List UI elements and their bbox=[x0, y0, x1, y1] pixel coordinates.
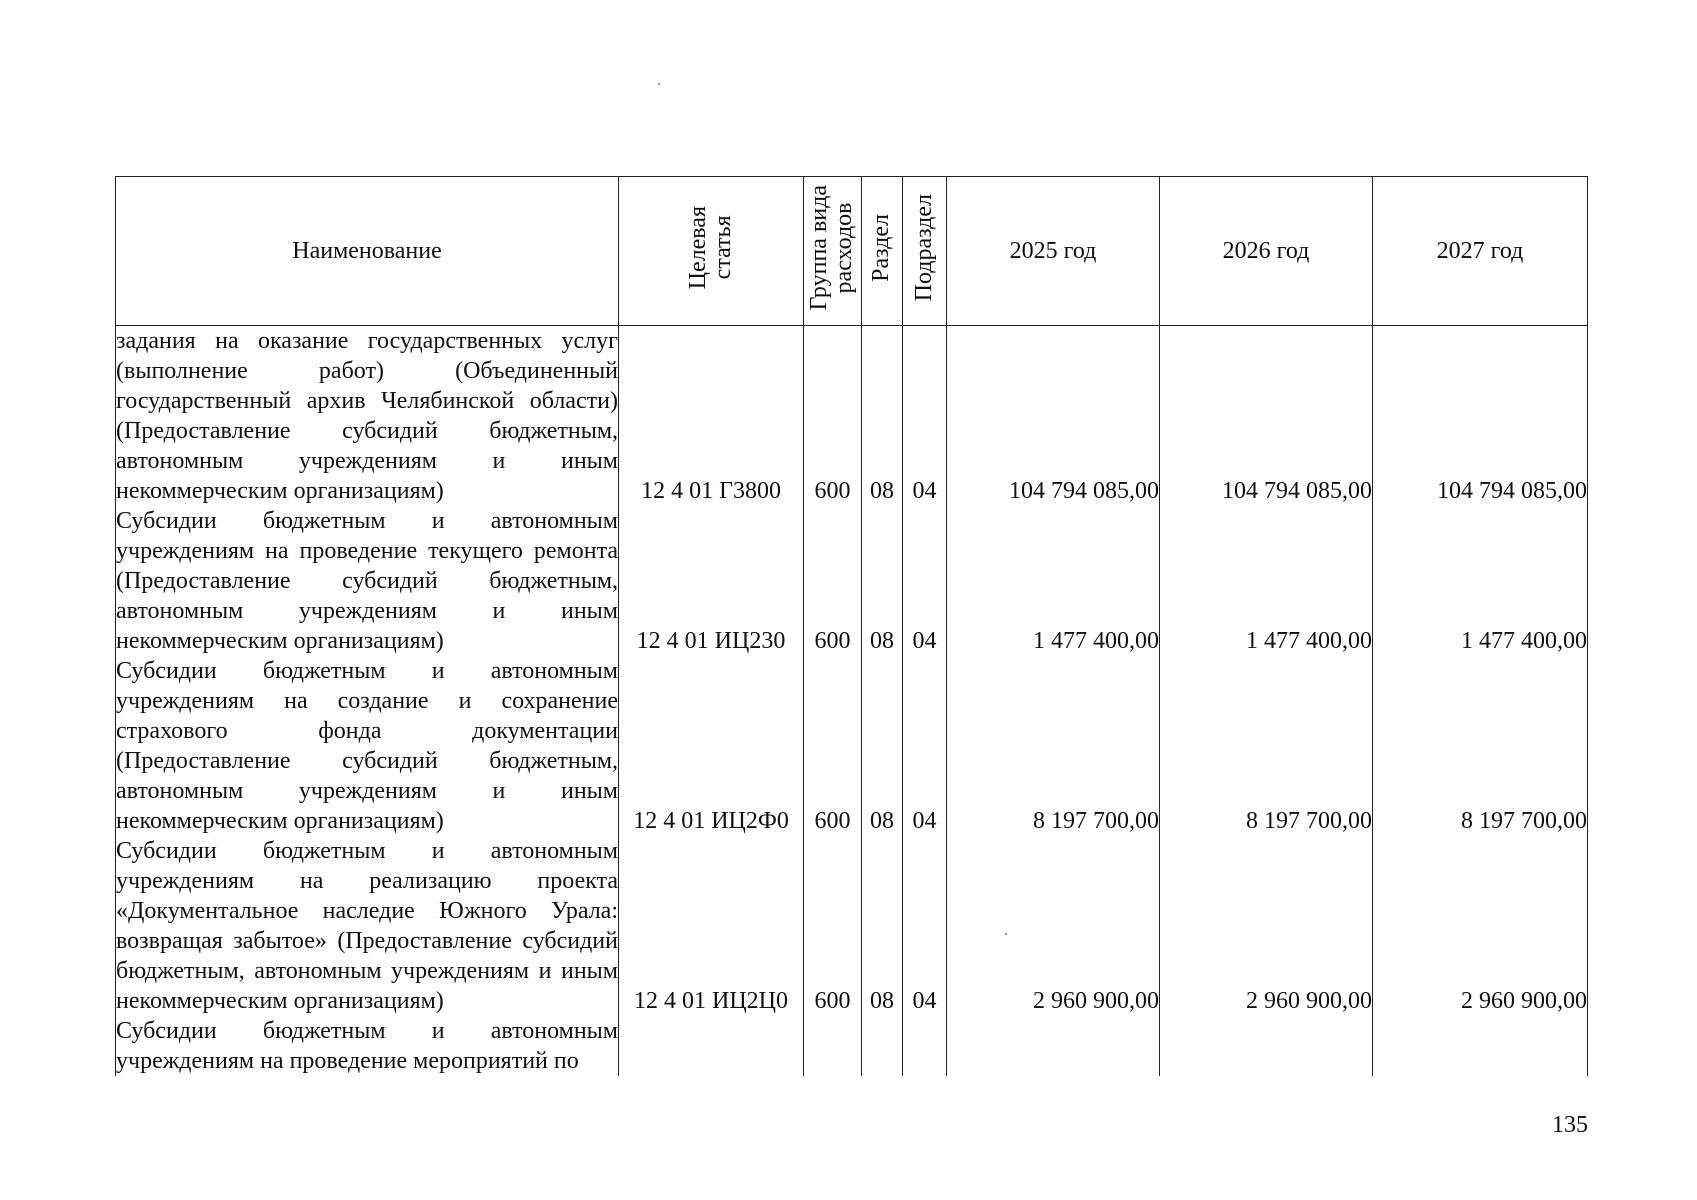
row-name: Субсидии бюджетным и автономным учреждениям на создание и сохранение страхового фонда документации (Предоставление субсидий бюджетным, автономным учреждениям и иным некоммерческим организациям) bbox=[116, 658, 618, 834]
row-group: 600 bbox=[804, 326, 862, 507]
table-header-row bbox=[116, 177, 1588, 326]
row-amount-2026: 2 960 900,00 bbox=[1160, 836, 1373, 1016]
row-subsection: 04 bbox=[903, 656, 947, 836]
table-row bbox=[116, 506, 1588, 656]
row-target: 12 4 01 ИЦ2Ф0 bbox=[619, 656, 804, 836]
scan-speck bbox=[658, 83, 660, 85]
row-amount-2025: 1 477 400,00 bbox=[947, 506, 1160, 656]
row-section: 08 bbox=[862, 836, 903, 1016]
empty-cell bbox=[619, 1016, 804, 1076]
row-name: задания на оказание государственных услуг (выполнение работ) (Объединенный государственный архив Челябинской области) (Предоставление субсидий бюджетным, автономным учреждениям и иным некоммерческим организациям) bbox=[116, 326, 619, 507]
row-section: 08 bbox=[862, 656, 903, 836]
empty-cell bbox=[947, 1016, 1160, 1076]
col-header-name: Наименование bbox=[116, 177, 619, 326]
row-name: Субсидии бюджетным и автономным учреждениям на реализацию проекта «Документальное наследие Южного Урала: возвращая забытое» (Предоставление субсидий бюджетным, автономным учреждениям и иным некоммерческим организациям) bbox=[116, 838, 618, 1014]
row-section: 08 bbox=[862, 326, 903, 507]
row-target: 12 4 01 Г3800 bbox=[619, 326, 804, 507]
row-amount-2025: 8 197 700,00 bbox=[947, 656, 1160, 836]
row-amount-2026: 104 794 085,00 bbox=[1160, 326, 1373, 507]
row-subsection: 04 bbox=[903, 326, 947, 507]
empty-cell bbox=[1373, 1016, 1588, 1076]
empty-cell bbox=[903, 1016, 947, 1076]
row-name-continued: Субсидии бюджетным и автономным учреждениям на проведение мероприятий по bbox=[116, 1018, 618, 1074]
row-amount-2026: 8 197 700,00 bbox=[1160, 656, 1373, 836]
col-header-subsection: Подраздел bbox=[903, 177, 947, 326]
col-header-2027: 2027 год bbox=[1373, 177, 1588, 326]
row-amount-2025: 104 794 085,00 bbox=[947, 326, 1160, 507]
row-group: 600 bbox=[804, 836, 862, 1016]
col-header-group: Группа вида расходов bbox=[804, 177, 862, 326]
row-amount-2027: 1 477 400,00 bbox=[1373, 506, 1588, 656]
col-header-2025: 2025 год bbox=[947, 177, 1160, 326]
empty-cell bbox=[862, 1016, 903, 1076]
row-amount-2025: 2 960 900,00 bbox=[947, 836, 1160, 1016]
row-target: 12 4 01 ИЦ230 bbox=[619, 506, 804, 656]
row-subsection: 04 bbox=[903, 506, 947, 656]
budget-table bbox=[115, 176, 1588, 1076]
page-number: 135 bbox=[1552, 1112, 1588, 1138]
row-target: 12 4 01 ИЦ2Ц0 bbox=[619, 836, 804, 1016]
row-group: 600 bbox=[804, 506, 862, 656]
col-header-2026: 2026 год bbox=[1160, 177, 1373, 326]
row-amount-2027: 104 794 085,00 bbox=[1373, 326, 1588, 507]
empty-cell bbox=[1160, 1016, 1373, 1076]
row-group: 600 bbox=[804, 656, 862, 836]
table-row bbox=[116, 656, 1588, 836]
row-name: Субсидии бюджетным и автономным учреждениям на проведение текущего ремонта (Предоставление субсидий бюджетным, автономным учреждениям и иным некоммерческим организациям) bbox=[116, 508, 618, 654]
row-amount-2027: 2 960 900,00 bbox=[1373, 836, 1588, 1016]
row-subsection: 04 bbox=[903, 836, 947, 1016]
table-row-continued bbox=[116, 1016, 1588, 1076]
row-amount-2027: 8 197 700,00 bbox=[1373, 656, 1588, 836]
empty-cell bbox=[804, 1016, 862, 1076]
row-section: 08 bbox=[862, 506, 903, 656]
col-header-target: Целевая статья bbox=[619, 177, 804, 326]
table-row bbox=[116, 836, 1588, 1016]
row-amount-2026: 1 477 400,00 bbox=[1160, 506, 1373, 656]
col-header-section: Раздел bbox=[862, 177, 903, 326]
table-row bbox=[116, 326, 1588, 507]
